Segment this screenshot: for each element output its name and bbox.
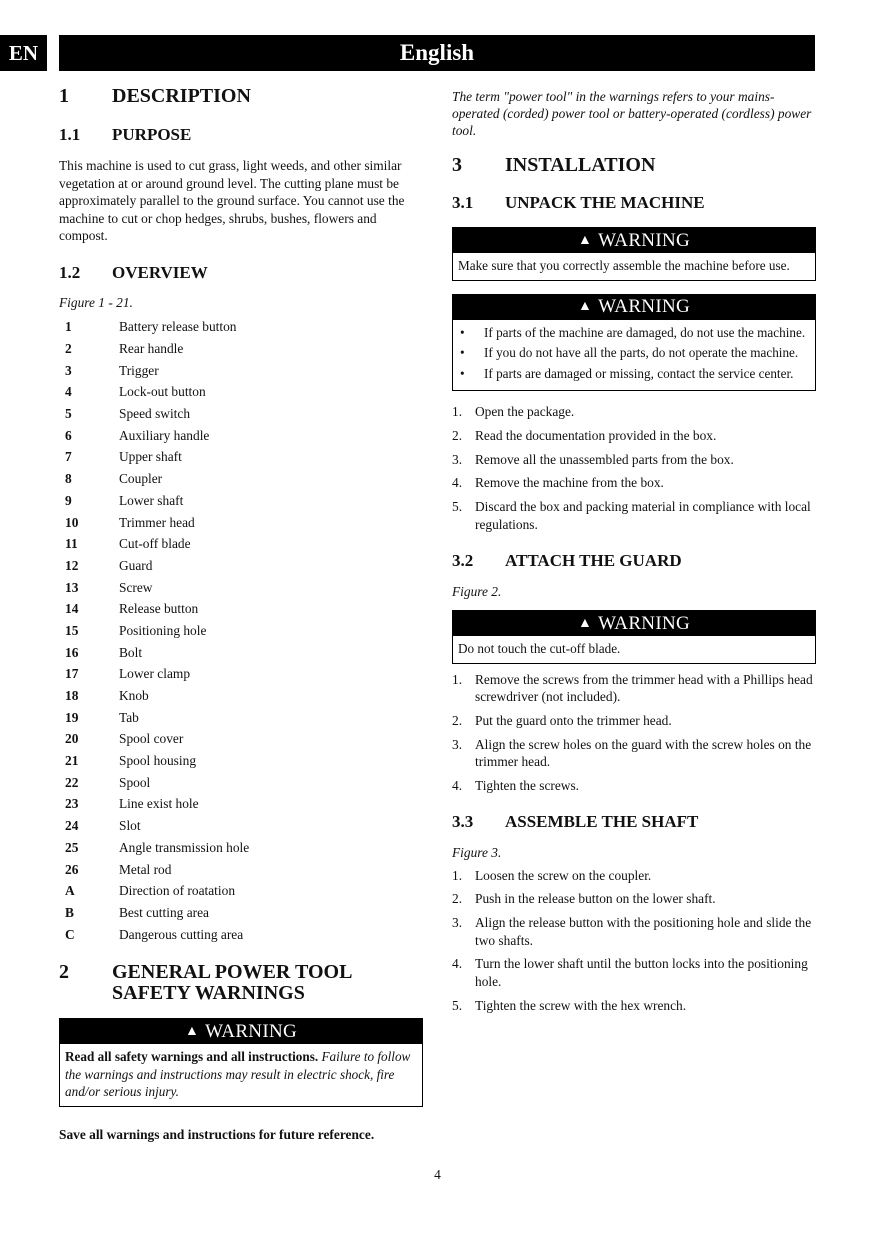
- part-number: 4: [65, 384, 72, 400]
- step-number: 2.: [452, 891, 463, 907]
- step-text: Open the package.: [475, 404, 575, 419]
- step-text: Put the guard onto the trimmer head.: [475, 712, 672, 728]
- part-label: Auxiliary handle: [119, 427, 210, 443]
- subsection-title: OVERVIEW: [112, 262, 208, 282]
- part-label: Tab: [119, 709, 139, 725]
- section-number: 1: [59, 85, 69, 107]
- language-title: English: [399, 40, 475, 65]
- part-row: [59, 815, 423, 837]
- part-label: Upper shaft: [119, 449, 182, 465]
- bullet-text: If parts are damaged or missing, contact the service center.: [484, 365, 794, 381]
- part-row: [59, 317, 423, 339]
- part-label: Metal rod: [119, 861, 172, 877]
- unpack-steps-list: [452, 403, 816, 533]
- part-row: [59, 902, 423, 924]
- figure-reference: Figure 1 - 21.: [59, 294, 133, 310]
- subsection-title: ATTACH THE GUARD: [505, 551, 682, 571]
- step-text: Tighten the screws.: [475, 778, 580, 794]
- warning-label: WARNING: [205, 1020, 297, 1042]
- subsection-title: PURPOSE: [112, 125, 192, 144]
- subsection-number: 3.2: [452, 551, 474, 571]
- part-number: A: [65, 883, 75, 899]
- guard-steps-list: [452, 671, 816, 795]
- subsection-3-2-heading: [452, 551, 816, 571]
- warning-triangle-icon: ▲: [185, 1023, 200, 1039]
- save-instructions-note: Save all warnings and instructions for future reference.: [59, 1126, 375, 1142]
- unpack-warning-box-1: [452, 227, 816, 281]
- shaft-steps-list: [452, 867, 816, 1015]
- step-item: [452, 712, 816, 730]
- section-number: 3: [452, 154, 462, 176]
- step-text: Remove all the unassembled parts from the box.: [475, 451, 734, 467]
- part-row: [59, 707, 423, 729]
- part-row: [59, 859, 423, 881]
- part-row: [59, 794, 423, 816]
- step-number: 2.: [452, 712, 463, 728]
- warning-header: [60, 1019, 422, 1044]
- warning-label: WARNING: [598, 612, 690, 634]
- part-row: [59, 685, 423, 707]
- step-item: [452, 403, 816, 421]
- part-number: 13: [65, 579, 79, 595]
- part-row: [59, 924, 423, 946]
- part-number: 18: [65, 688, 79, 704]
- part-number: 2: [65, 341, 72, 357]
- step-text: Loosen the screw on the coupler.: [475, 867, 652, 883]
- part-row: [59, 490, 423, 512]
- step-text: Align the screw holes on the guard with the screw holes on the trimmer head.: [475, 736, 812, 770]
- page-number: 4: [434, 1167, 441, 1182]
- part-row: [59, 382, 423, 404]
- warning-header: [453, 295, 815, 320]
- part-number: 8: [65, 471, 72, 487]
- step-number: 3.: [452, 451, 463, 467]
- warning-triangle-icon: ▲: [578, 615, 593, 631]
- warning-triangle-icon: ▲: [578, 299, 593, 314]
- part-number: 23: [65, 796, 79, 812]
- part-number: 11: [65, 536, 78, 552]
- section-title: DESCRIPTION: [112, 85, 251, 107]
- part-label: Speed switch: [119, 406, 191, 422]
- step-text: Turn the lower shaft until the button locks into the positioning hole.: [475, 956, 808, 989]
- part-number: 1: [65, 319, 72, 335]
- part-row: [59, 642, 423, 664]
- warning-body: Make sure that you correctly assemble the machine before use.: [458, 258, 790, 273]
- part-label: Rear handle: [119, 341, 184, 357]
- step-text: Push in the release button on the lower shaft.: [475, 891, 716, 907]
- part-row: [59, 880, 423, 902]
- step-item: [452, 997, 816, 1015]
- part-label: Lower shaft: [119, 492, 184, 508]
- step-number: 5.: [452, 997, 463, 1013]
- general-warning-box: [59, 1018, 423, 1107]
- part-row: [59, 403, 423, 425]
- warning-label: WARNING: [598, 296, 690, 317]
- part-number: 26: [65, 861, 79, 877]
- part-label: Trimmer head: [119, 514, 195, 530]
- step-item: [452, 498, 816, 533]
- part-label: Screw: [119, 579, 153, 595]
- step-text: Align the release button with the positioning hole and slide the two shafts.: [475, 915, 812, 948]
- bullet-icon: •: [460, 365, 465, 381]
- subsection-number: 1.1: [59, 125, 81, 144]
- subsection-number: 3.3: [452, 811, 474, 831]
- part-label: Cut-off blade: [119, 536, 191, 552]
- figure-reference: Figure 3.: [452, 844, 502, 860]
- part-number: 9: [65, 492, 72, 508]
- part-number: 16: [65, 644, 79, 660]
- part-label: Release button: [119, 601, 199, 617]
- step-item: [452, 914, 816, 949]
- part-number: 22: [65, 774, 79, 790]
- part-row: [59, 729, 423, 751]
- purpose-paragraph: This machine is used to cut grass, light weeds, and other similar vegetation at or around ground level. The cutting plane must be approximately parallel to the ground surface. You cannot use the machine to cut or chop hedges, shrubs, bushes, flowers and compost.: [59, 158, 405, 243]
- step-number: 1.: [452, 671, 463, 687]
- part-row: [59, 664, 423, 686]
- part-label: Line exist hole: [119, 796, 199, 812]
- step-text: Discard the box and packing material in compliance with local regulations.: [475, 499, 811, 532]
- step-item: [452, 890, 816, 908]
- language-title-bar: [59, 35, 815, 71]
- bullet-text: If parts of the machine are damaged, do not use the machine.: [484, 324, 806, 340]
- section-number: 2: [59, 961, 69, 984]
- part-number: 12: [65, 557, 79, 573]
- part-number: 14: [65, 601, 79, 617]
- part-number: B: [65, 904, 74, 920]
- subsection-3-3-heading: [452, 812, 816, 832]
- parts-list: [59, 317, 423, 946]
- part-label: Lock-out button: [119, 384, 206, 400]
- part-number: 21: [65, 753, 79, 769]
- bullet-text: If you do not have all the parts, do not operate the machine.: [484, 345, 799, 360]
- right-column: [452, 88, 816, 1021]
- step-number: 3.: [452, 915, 463, 931]
- part-number: 3: [65, 362, 72, 378]
- section-3-heading: [452, 155, 816, 176]
- part-row: [59, 338, 423, 360]
- step-item: [452, 955, 816, 990]
- part-number: 24: [65, 818, 79, 834]
- part-row: [59, 512, 423, 534]
- part-number: 6: [65, 427, 72, 443]
- part-row: [59, 577, 423, 599]
- part-label: Angle transmission hole: [119, 839, 250, 855]
- part-label: Bolt: [119, 644, 143, 660]
- step-item: [452, 777, 816, 795]
- part-number: 5: [65, 406, 72, 422]
- part-label: Guard: [119, 557, 153, 573]
- left-column: [59, 86, 423, 1143]
- bullet-icon: •: [460, 324, 465, 340]
- step-text: Remove the screws from the trimmer head with a Phillips head screwdriver (not included).: [475, 671, 813, 705]
- warning-label: WARNING: [598, 229, 690, 251]
- part-number: 15: [65, 622, 79, 638]
- step-item: [452, 427, 816, 445]
- step-number: 4.: [452, 475, 463, 491]
- part-label: Positioning hole: [119, 622, 207, 638]
- part-label: Spool cover: [119, 731, 184, 747]
- warning-header: [453, 228, 815, 253]
- part-number: 25: [65, 839, 79, 855]
- part-label: Spool: [119, 774, 151, 790]
- part-row: [59, 555, 423, 577]
- subsection-number: 3.1: [452, 193, 474, 212]
- part-row: [59, 837, 423, 859]
- step-text: Remove the machine from the box.: [475, 475, 664, 491]
- warning-body: Do not touch the cut-off blade.: [458, 641, 621, 657]
- part-number: 10: [65, 514, 79, 530]
- warning-bullet-list: [458, 324, 810, 383]
- section-2-heading: [59, 962, 423, 1004]
- part-row: [59, 750, 423, 772]
- part-number: 19: [65, 709, 79, 725]
- section-title: GENERAL POWER TOOL SAFETY WARNINGS: [112, 961, 352, 1005]
- part-row: [59, 468, 423, 490]
- step-text: Read the documentation provided in the box.: [475, 427, 717, 443]
- part-row: [59, 533, 423, 555]
- part-label: Dangerous cutting area: [119, 926, 244, 942]
- part-number: 20: [65, 731, 79, 747]
- step-number: 4.: [452, 778, 463, 794]
- step-item: [452, 451, 816, 469]
- step-item: [452, 474, 816, 492]
- guard-warning-box: [452, 610, 816, 664]
- part-row: [59, 620, 423, 642]
- figure-reference: Figure 2.: [452, 584, 502, 600]
- part-label: Direction of roatation: [119, 883, 236, 899]
- warning-bullet-item: [458, 324, 810, 342]
- warning-header: [453, 611, 815, 636]
- step-text: Tighten the screw with the hex wrench.: [475, 997, 687, 1013]
- part-number: 17: [65, 666, 79, 682]
- subsection-title: UNPACK THE MACHINE: [505, 193, 705, 212]
- step-item: [452, 671, 816, 706]
- subsection-title: ASSEMBLE THE SHAFT: [505, 811, 699, 831]
- warning-body: [60, 1044, 422, 1106]
- step-number: 1.: [452, 404, 463, 419]
- language-code: EN: [8, 40, 39, 65]
- step-item: [452, 867, 816, 885]
- warning-body: [453, 320, 815, 391]
- warning-bullet-item: [458, 344, 810, 362]
- section-title: INSTALLATION: [505, 154, 656, 176]
- subsection-1-1-heading: [59, 125, 423, 145]
- step-number: 1.: [452, 867, 463, 883]
- part-row: [59, 447, 423, 469]
- step-number: 3.: [452, 736, 463, 752]
- part-row: [59, 772, 423, 794]
- warning-italic-text: Failure to follow the warnings and instructions may result in electric shock, fire and/or serious injury.: [65, 1049, 411, 1100]
- part-label: Best cutting area: [119, 904, 209, 920]
- step-number: 5.: [452, 499, 463, 515]
- step-number: 4.: [452, 956, 463, 972]
- subsection-3-1-heading: [452, 193, 816, 213]
- part-row: [59, 425, 423, 447]
- warning-triangle-icon: ▲: [578, 232, 593, 248]
- subsection-number: 1.2: [59, 262, 81, 282]
- part-label: Slot: [119, 818, 141, 834]
- part-row: [59, 598, 423, 620]
- part-label: Trigger: [119, 362, 159, 378]
- warning-bold-text: Read all safety warnings and all instructions.: [65, 1049, 319, 1065]
- language-code-tab: [0, 35, 47, 71]
- power-tool-term-note: The term "power tool" in the warnings refers to your mains-operated (corded) power tool or battery-operated (cordless) power tool.: [452, 89, 812, 138]
- part-label: Lower clamp: [119, 666, 191, 682]
- part-label: Battery release button: [119, 319, 237, 335]
- part-label: Spool housing: [119, 753, 197, 769]
- warning-bullet-item: [458, 365, 810, 383]
- part-number: 7: [65, 449, 72, 465]
- step-item: [452, 736, 816, 771]
- part-label: Knob: [119, 688, 149, 704]
- part-number: C: [65, 926, 75, 942]
- part-label: Coupler: [119, 471, 163, 487]
- section-1-heading: [59, 86, 423, 107]
- bullet-icon: •: [460, 345, 465, 360]
- subsection-1-2-heading: [59, 263, 423, 283]
- unpack-warning-box-2: [452, 294, 816, 392]
- step-number: 2.: [452, 427, 463, 443]
- part-row: [59, 360, 423, 382]
